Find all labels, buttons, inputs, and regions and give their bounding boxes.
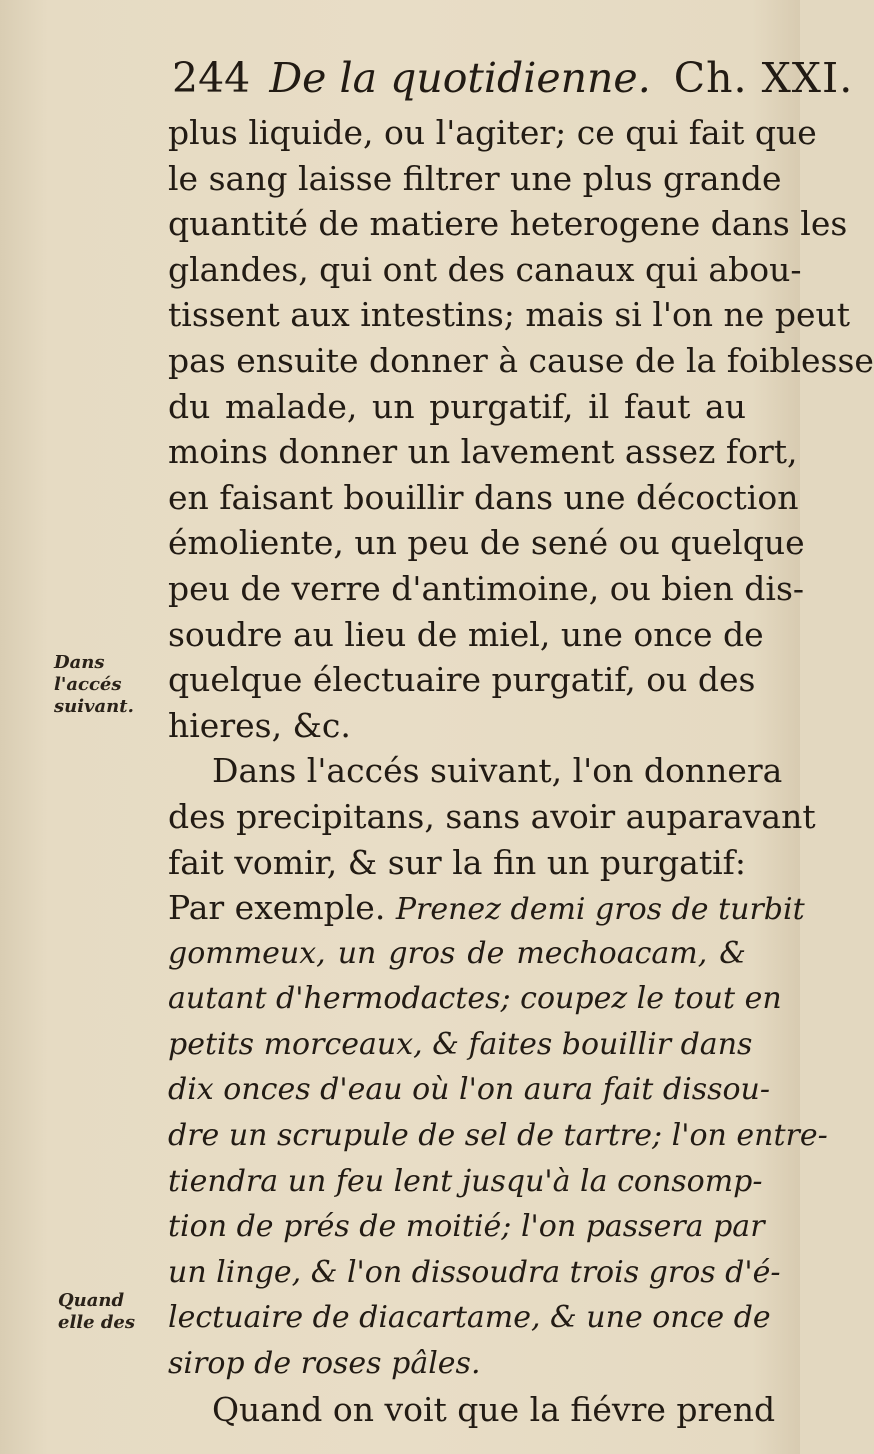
text-line: moins donner un lavement assez fort, xyxy=(168,432,798,472)
text-line: le sang laisse filtrer une plus grande xyxy=(168,158,782,198)
text-line: plus liquide, ou l'agiter; ce qui fait que xyxy=(168,113,817,152)
text-line: quelque électuaire purgatif, ou des xyxy=(168,660,756,700)
margin-note-line: suivant. xyxy=(54,696,134,717)
text-line: soudre au lieu de miel, une once de xyxy=(168,614,764,654)
page-number: 244 xyxy=(172,54,251,102)
text-line: pas ensuite donner à cause de la foiblesse xyxy=(168,340,874,380)
margin-note-line: Dans xyxy=(54,652,105,673)
text-line-mixed xyxy=(168,885,805,931)
margin-note-line: l'accés xyxy=(54,674,122,695)
text-line: du malade, un purgatif, il faut au xyxy=(168,386,746,426)
text-line: émoliente, un peu de sené ou quelque xyxy=(168,523,805,563)
text-line: Dans l'accés suivant, l'on donnera xyxy=(212,751,783,791)
text-line-italic: gommeux, un gros de mechoacam, & xyxy=(168,935,746,971)
chapter-label: Ch. XXI. xyxy=(673,54,854,102)
margin-note-line: elle des xyxy=(58,1312,136,1333)
text-line: glandes, qui ont des canaux qui abou- xyxy=(168,249,802,289)
text-line-italic: petits morceaux, & faites bouillir dans xyxy=(168,1026,753,1062)
text-line: tissent aux intestins; mais si l'on ne peut xyxy=(168,295,850,335)
text-line-italic: tion de prés de moitié; l'on passera par xyxy=(168,1209,765,1245)
text-line: quantité de matiere heterogene dans les xyxy=(168,204,848,244)
text-line-italic: autant d'hermodactes; coupez le tout en xyxy=(168,981,782,1017)
text-segment-italic: Prenez demi gros de turbit xyxy=(395,892,805,928)
text-line-italic: dix onces d'eau où l'on aura fait dissou- xyxy=(168,1072,771,1108)
running-header xyxy=(172,54,854,114)
margin-note xyxy=(54,652,164,718)
text-line-italic: sirop de roses pâles. xyxy=(168,1346,481,1382)
text-segment: Par exemple. xyxy=(168,888,386,928)
text-line-italic: lectuaire de diacartame, & une once de xyxy=(168,1300,771,1336)
body-text xyxy=(168,110,874,1432)
text-line-italic: un linge, & l'on dissoudra trois gros d'é- xyxy=(168,1254,781,1290)
text-line: Quand on voit que la fiévre prend xyxy=(212,1389,776,1429)
text-line: des precipitans, sans avoir auparavant xyxy=(168,796,816,836)
text-line-italic: tiendra un feu lent jusqu'à la consomp- xyxy=(168,1163,763,1199)
text-line: fait vomir, & sur la fin un purgatif: xyxy=(168,842,746,882)
text-line: hieres, &c. xyxy=(168,705,351,745)
margin-note xyxy=(58,1290,168,1334)
margin-note-line: Quand xyxy=(58,1290,125,1311)
text-line: en faisant bouillir dans une décoction xyxy=(168,477,799,517)
text-line-italic: dre un scrupule de sel de tartre; l'on entre- xyxy=(168,1118,828,1154)
text-line: peu de verre d'antimoine, ou bien dis- xyxy=(168,568,805,608)
running-title: De la quotidienne. xyxy=(269,54,651,102)
